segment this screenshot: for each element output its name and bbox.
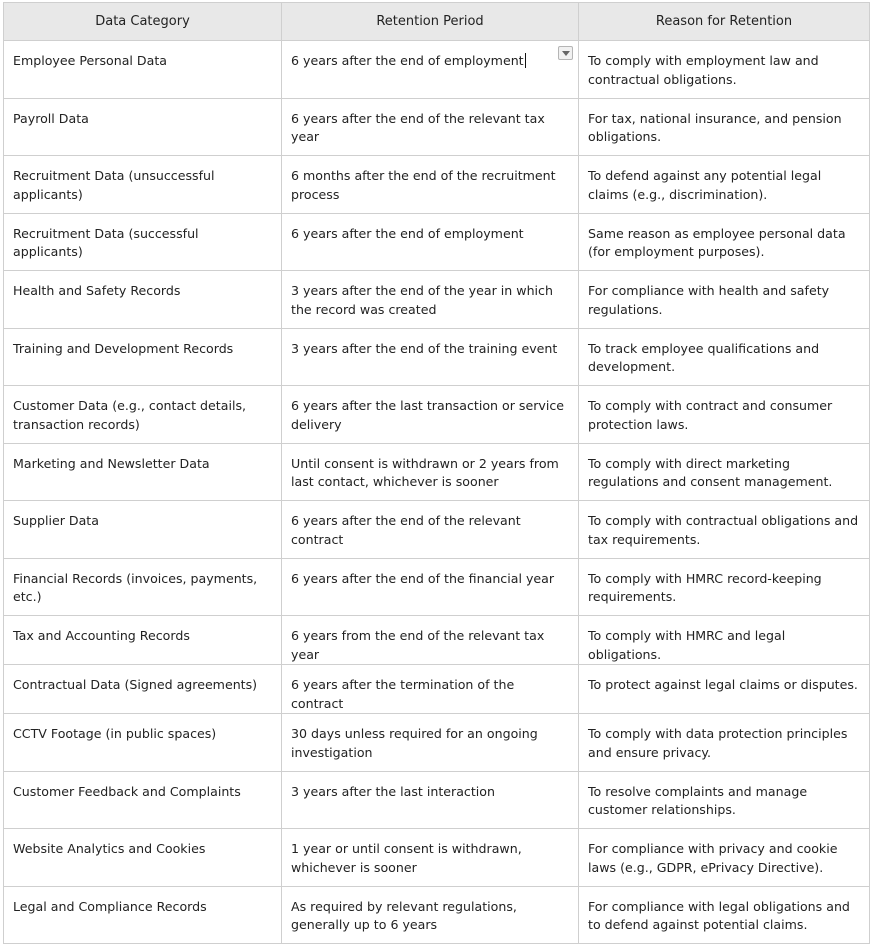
- category-cell[interactable]: Financial Records (invoices, payments, etc.): [4, 558, 282, 616]
- category-cell[interactable]: Tax and Accounting Records: [4, 616, 282, 665]
- reason-cell[interactable]: To comply with HMRC and legal obligations.: [579, 616, 870, 665]
- period-cell[interactable]: Until consent is withdrawn or 2 years from last contact, whichever is sooner: [282, 443, 579, 501]
- reason-cell[interactable]: To comply with employment law and contractual obligations.: [579, 41, 870, 99]
- table-row: [4, 41, 870, 99]
- category-cell[interactable]: Health and Safety Records: [4, 271, 282, 329]
- reason-cell[interactable]: To comply with contractual obligations and tax requirements.: [579, 501, 870, 559]
- category-cell[interactable]: Legal and Compliance Records: [4, 886, 282, 944]
- reason-cell[interactable]: For compliance with legal obligations and to defend against potential claims.: [579, 886, 870, 944]
- reason-cell[interactable]: For compliance with health and safety regulations.: [579, 271, 870, 329]
- period-cell[interactable]: 3 years after the last interaction: [282, 771, 579, 829]
- category-cell[interactable]: Recruitment Data (successful applicants): [4, 213, 282, 271]
- category-cell[interactable]: Website Analytics and Cookies: [4, 829, 282, 887]
- period-cell[interactable]: As required by relevant regulations, generally up to 6 years: [282, 886, 579, 944]
- period-cell[interactable]: 6 years after the end of the financial year: [282, 558, 579, 616]
- reason-cell[interactable]: For tax, national insurance, and pension obligations.: [579, 98, 870, 156]
- reason-cell[interactable]: Same reason as employee personal data (for employment purposes).: [579, 213, 870, 271]
- text-cursor: [525, 53, 526, 68]
- period-cell[interactable]: 6 months after the end of the recruitment process: [282, 156, 579, 214]
- table-row: [4, 213, 870, 271]
- table-row: [4, 156, 870, 214]
- reason-cell[interactable]: To comply with contract and consumer protection laws.: [579, 386, 870, 444]
- reason-cell[interactable]: For compliance with privacy and cookie laws (e.g., GDPR, ePrivacy Directive).: [579, 829, 870, 887]
- table-row: [4, 829, 870, 887]
- category-cell[interactable]: Supplier Data: [4, 501, 282, 559]
- table-row: [4, 443, 870, 501]
- period-cell[interactable]: 30 days unless required for an ongoing investigation: [282, 714, 579, 772]
- category-cell[interactable]: Recruitment Data (unsuccessful applicants): [4, 156, 282, 214]
- table-row: [4, 328, 870, 386]
- category-cell[interactable]: Payroll Data: [4, 98, 282, 156]
- category-cell[interactable]: Contractual Data (Signed agreements): [4, 665, 282, 714]
- period-cell[interactable]: 3 years after the end of the year in which the record was created: [282, 271, 579, 329]
- period-cell[interactable]: 6 years from the end of the relevant tax year: [282, 616, 579, 665]
- category-cell[interactable]: Employee Personal Data: [4, 41, 282, 99]
- header-retention-period[interactable]: Retention Period: [282, 3, 579, 41]
- table-row: [4, 558, 870, 616]
- table-row: [4, 771, 870, 829]
- retention-table: [3, 2, 870, 944]
- header-data-category[interactable]: Data Category: [4, 3, 282, 41]
- table-row: [4, 386, 870, 444]
- reason-cell[interactable]: To protect against legal claims or disputes.: [579, 665, 870, 714]
- reason-cell[interactable]: To comply with HMRC record-keeping requirements.: [579, 558, 870, 616]
- table-row: [4, 616, 870, 665]
- table-row: [4, 665, 870, 714]
- chevron-down-icon[interactable]: [558, 46, 573, 60]
- table-row: [4, 98, 870, 156]
- period-cell[interactable]: 1 year or until consent is withdrawn, whichever is sooner: [282, 829, 579, 887]
- period-cell[interactable]: 6 years after the termination of the contract: [282, 665, 579, 714]
- period-cell-active[interactable]: [282, 41, 579, 99]
- period-cell[interactable]: 6 years after the last transaction or service delivery: [282, 386, 579, 444]
- category-cell[interactable]: Marketing and Newsletter Data: [4, 443, 282, 501]
- table-row: [4, 271, 870, 329]
- reason-cell[interactable]: To resolve complaints and manage customer relationships.: [579, 771, 870, 829]
- category-cell[interactable]: Customer Data (e.g., contact details, transaction records): [4, 386, 282, 444]
- period-cell-text: 6 years after the end of employment: [291, 53, 524, 68]
- category-cell[interactable]: Training and Development Records: [4, 328, 282, 386]
- table-row: [4, 714, 870, 772]
- reason-cell[interactable]: To track employee qualifications and development.: [579, 328, 870, 386]
- reason-cell[interactable]: To comply with direct marketing regulations and consent management.: [579, 443, 870, 501]
- category-cell[interactable]: Customer Feedback and Complaints: [4, 771, 282, 829]
- period-cell[interactable]: 3 years after the end of the training event: [282, 328, 579, 386]
- period-cell[interactable]: 6 years after the end of the relevant tax year: [282, 98, 579, 156]
- period-cell[interactable]: 6 years after the end of employment: [282, 213, 579, 271]
- reason-cell[interactable]: To comply with data protection principles and ensure privacy.: [579, 714, 870, 772]
- period-cell[interactable]: 6 years after the end of the relevant contract: [282, 501, 579, 559]
- table-row: [4, 886, 870, 944]
- header-reason-for-retention[interactable]: Reason for Retention: [579, 3, 870, 41]
- reason-cell[interactable]: To defend against any potential legal claims (e.g., discrimination).: [579, 156, 870, 214]
- header-row: [4, 3, 870, 41]
- table-row: [4, 501, 870, 559]
- category-cell[interactable]: CCTV Footage (in public spaces): [4, 714, 282, 772]
